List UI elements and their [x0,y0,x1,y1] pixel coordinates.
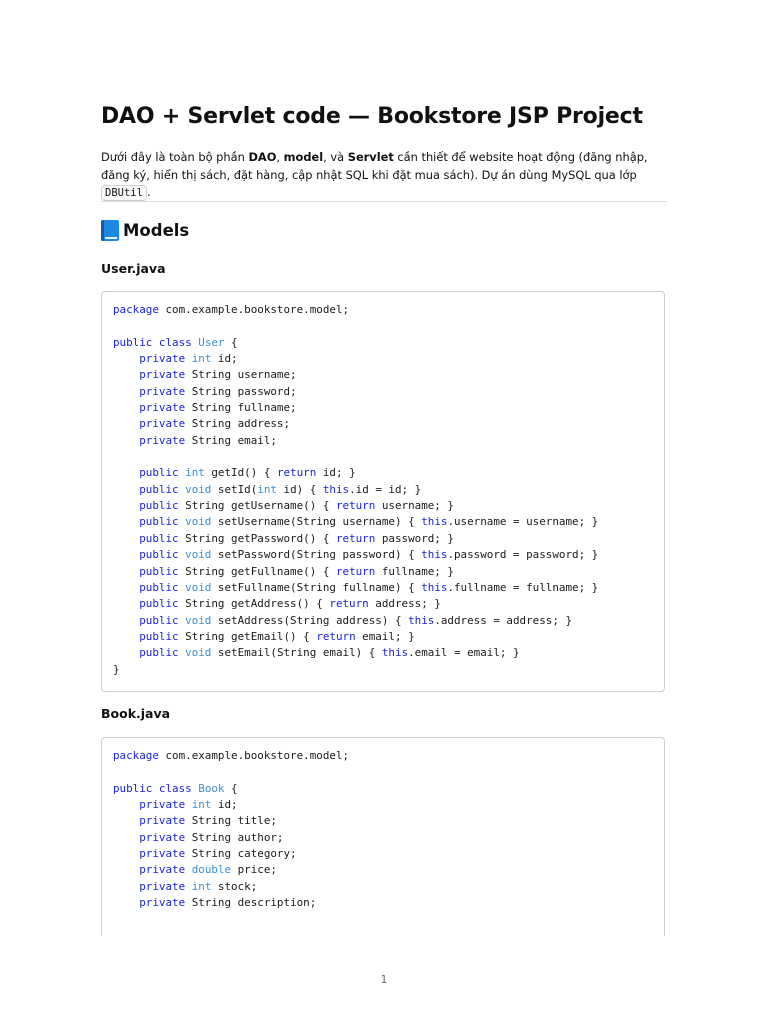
code-line: public void setUsername(String username) { this.username = username; } [139,515,599,529]
code-line: public void setAddress(String address) { this.address = address; } [139,613,573,627]
code-line: public String getAddress() { return address; } [139,597,441,611]
code-line [113,911,653,927]
code-line: public String getFullname() { return fullname; } [139,564,454,578]
code-line: private double price; [139,863,277,877]
code-line: public class Book { [113,781,238,795]
code-line: private String email; [139,433,277,447]
intro-text: , và [323,150,348,164]
code-line: public int getId() { return id; } [139,466,356,480]
code-line: private int id; [139,352,238,366]
intro-text: Dưới đây là toàn bộ phần [101,150,249,164]
code-line: public void setFullname(String fullname) { this.fullname = fullname; } [139,580,599,594]
code-line: public String getPassword() { return password; } [139,531,454,545]
horizontal-divider [101,201,667,202]
blue-book-icon [101,220,119,241]
code-line: private String fullname; [139,401,297,415]
file-title-book-java: Book.java [101,706,171,721]
code-line: private int stock; [139,879,258,893]
code-line [113,449,653,465]
code-line: package com.example.bookstore.model; [113,303,350,316]
code-line: public void setEmail(String email) { this.email = email; } [139,646,520,660]
intro-paragraph [101,149,667,203]
code-line: private String username; [139,368,297,382]
intro-text: , [276,150,284,164]
code-block-user-java [101,291,665,692]
section-heading-text: Models [123,221,190,240]
code-line: private String category; [139,847,297,861]
code-line: private String description; [139,896,317,910]
document-title: DAO + Servlet code — Bookstore JSP Project [101,104,643,129]
code-line: private String author; [139,830,284,844]
code-line: private int id; [139,798,238,812]
intro-text: . [146,185,151,199]
intro-text: cần thiết để website hoạt động (đăng nhập, đăng ký, hiển thị sách, đặt hàng, cập nhật SQL khi đặt mua sách). Dự án dùng MySQL qua lớp [101,150,648,182]
intro-bold-model: model [283,150,324,164]
intro-bold-dao: DAO [248,150,277,164]
intro-bold-servlet: Servlet [347,150,394,164]
code-line [113,318,653,334]
page-number: 1 [380,973,388,986]
code-line: public void setPassword(String password) { this.password = password; } [139,548,599,562]
inline-code-dbutil: DBUtil [101,185,147,201]
file-title-user-java: User.java [101,261,166,276]
code-line: private String address; [139,417,291,431]
code-line: private String title; [139,814,277,828]
section-heading-models [101,220,189,241]
code-block-book-java [101,737,665,936]
code-line [113,764,653,780]
code-line: private String password; [139,384,297,398]
code-line: package com.example.bookstore.model; [113,749,350,762]
code-line: public String getEmail() { return email; } [139,629,415,643]
code-line: public String getUsername() { return username; } [139,499,454,513]
code-line: public class User { [113,335,238,349]
code-line: public void setId(int id) { this.id = id; } [139,482,422,496]
code-line: } [113,662,120,676]
